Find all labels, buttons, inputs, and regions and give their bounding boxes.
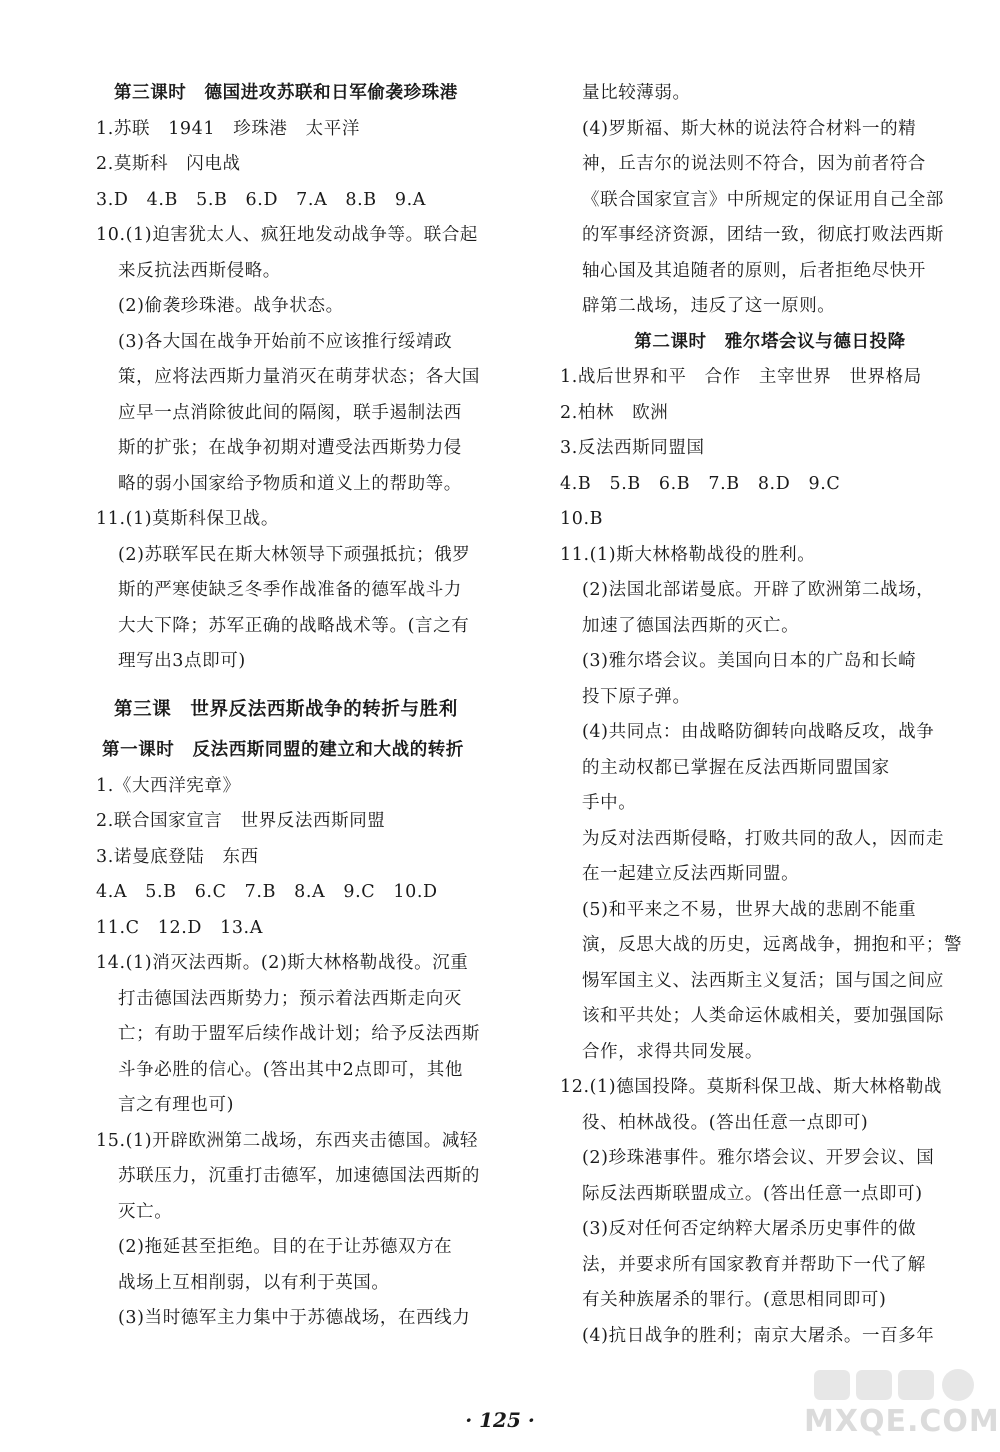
answer-line: 《联合国家宣言》中所规定的保证用自己全部: [582, 189, 944, 210]
answer-line: 演，反思大战的历史，远离战争，拥抱和平；警: [582, 935, 963, 955]
answer-line: 投下原子弹。: [582, 686, 691, 707]
answer-line: 战场上互相削弱，以有利于英国。: [118, 1272, 390, 1293]
answer-line: 有关种族屠杀的罪行。(意思相同即可): [582, 1290, 887, 1310]
answer-line: 在一起建立反法西斯同盟。: [582, 864, 800, 884]
answer-line: 量比较薄弱。: [582, 83, 691, 103]
answer-line: (3)当时德军主力集中于苏德战场，在西线力: [118, 1308, 471, 1328]
answer-line: 轴心国及其追随者的原则，后者拒绝尽快开: [582, 260, 926, 281]
answer-line: 大大下降；苏军正确的战略战术等。(言之有: [118, 615, 470, 636]
section-heading: 第三课 世界反法西斯战争的转折与胜利: [114, 698, 458, 720]
answer-line: (5)和平来之不易，世界大战的悲剧不能重: [582, 899, 917, 920]
left-column: [96, 76, 516, 1337]
answer-line: 3.D 4.B 5.B 6.D 7.A 8.B 9.A: [96, 189, 426, 210]
watermark-text: MXQE.COM: [804, 1404, 1000, 1439]
answer-line: 4.A 5.B 6.C 7.B 8.A 9.C 10.D: [96, 882, 438, 902]
answer-line: (4)罗斯福、斯大林的说法符合材料一的精: [582, 118, 917, 139]
answer-line: 的主动权都已掌握在反法西斯同盟国家: [582, 757, 890, 778]
answer-line: 来反抗法西斯侵略。: [118, 260, 281, 281]
answer-line: 10.B: [560, 509, 604, 529]
answer-line: 14.(1)消灭法西斯。(2)斯大林格勒战役。沉重: [96, 953, 469, 973]
section-heading: 第三课时 德国进攻苏联和日军偷袭珍珠港: [114, 83, 458, 103]
section-heading: 第一课时 反法西斯同盟的建立和大战的转折: [102, 740, 464, 760]
answer-line: (2)珍珠港事件。雅尔塔会议、开罗会议、国: [582, 1148, 935, 1168]
answer-line: 神，丘吉尔的说法则不符合，因为前者符合: [582, 154, 926, 174]
page-number: · 125 ·: [465, 1408, 535, 1432]
answer-line: 3.诺曼底登陆 东西: [96, 846, 259, 867]
answer-line: 1.战后世界和平 合作 主宰世界 世界格局: [560, 367, 922, 387]
right-column: [560, 76, 980, 1354]
answer-line: 1.苏联 1941 珍珠港 太平洋: [96, 118, 360, 139]
answer-line: 加速了德国法西斯的灭亡。: [582, 615, 800, 636]
answer-line: 理写出3点即可): [118, 651, 246, 671]
answer-line: 惕军国主义、法西斯主义复活；国与国之间应: [582, 970, 944, 991]
answer-line: 应早一点消除彼此间的隔阂，联手遏制法西: [118, 402, 462, 423]
answer-line: 3.反法西斯同盟国: [560, 438, 705, 458]
answer-line: 2.莫斯科 闪电战: [96, 154, 241, 174]
answer-line: 打击德国法西斯势力；预示着法西斯走向灭: [118, 988, 462, 1009]
answer-line: 2.柏林 欧洲: [560, 402, 669, 423]
answer-line: 11.(1)斯大林格勒战役的胜利。: [560, 544, 816, 565]
answer-line: 15.(1)开辟欧洲第二战场，东西夹击德国。减轻: [96, 1130, 479, 1151]
answer-line: 手中。: [582, 793, 637, 813]
answer-line: 役、柏林战役。(答出任意一点即可): [582, 1112, 869, 1133]
answer-line: 4.B 5.B 6.B 7.B 8.D 9.C: [560, 473, 841, 494]
answer-line: (2)苏联军民在斯大林领导下顽强抵抗；俄罗: [118, 544, 471, 565]
answer-line: 法，并要求所有国家教育并帮助下一代了解: [582, 1254, 926, 1275]
answer-line: 苏联压力，沉重打击德军，加速德国法西斯的: [118, 1166, 480, 1186]
answer-line: 亡；有助于盟军后续作战计划；给予反法西斯: [118, 1024, 480, 1044]
answer-line: 12.(1)德国投降。莫斯科保卫战、斯大林格勒战: [560, 1077, 943, 1097]
answer-line: (3)雅尔塔会议。美国向日本的广岛和长崎: [582, 651, 917, 671]
answer-line: 1.《大西洋宪章》: [96, 775, 241, 796]
section-heading: 第二课时 雅尔塔会议与德日投降: [634, 331, 906, 352]
answer-line: 际反法西斯联盟成立。(答出任意一点即可): [582, 1183, 923, 1204]
answer-line: 的军事经济资源，团结一致，彻底打败法西斯: [582, 225, 944, 245]
answer-line: 言之有理也可): [118, 1095, 235, 1115]
answer-line: 斯的严寒使缺乏冬季作战准备的德军战斗力: [118, 580, 462, 600]
answer-line: 11.(1)莫斯科保卫战。: [96, 509, 279, 529]
answer-line: 斯的扩张；在战争初期对遭受法西斯势力侵: [118, 438, 462, 458]
answer-line: 合作，求得共同发展。: [582, 1041, 763, 1062]
answer-line: 2.联合国家宣言 世界反法西斯同盟: [96, 811, 386, 831]
answer-line: 为反对法西斯侵略，打败共同的敌人，因而走: [582, 828, 944, 849]
answer-line: (4)共同点：由战略防御转向战略反攻，战争: [582, 722, 935, 742]
answer-line: 略的弱小国家给予物质和道义上的帮助等。: [118, 473, 462, 494]
answer-line: (3)反对任何否定纳粹大屠杀历史事件的做: [582, 1219, 917, 1239]
answer-line: (2)拖延甚至拒绝。目的在于让苏德双方在: [118, 1237, 453, 1257]
answer-line: 斗争必胜的信心。(答出其中2点即可，其他: [118, 1059, 463, 1080]
answer-line: 辟第二战场，违反了这一原则。: [582, 296, 836, 316]
answer-line: 灭亡。: [118, 1201, 173, 1222]
answer-line: (4)抗日战争的胜利；南京大屠杀。一百多年: [582, 1325, 935, 1346]
watermark-logo: [794, 1366, 1000, 1446]
answer-line: 该和平共处；人类命运休戚相关，要加强国际: [582, 1006, 944, 1026]
answer-line: (3)各大国在战争开始前不应该推行绥靖政: [118, 331, 453, 352]
answer-line: 策，应将法西斯力量消灭在萌芽状态；各大国: [118, 367, 480, 387]
answer-line: (2)法国北部诺曼底。开辟了欧洲第二战场，: [582, 580, 935, 600]
answer-line: 10.(1)迫害犹太人、疯狂地发动战争等。联合起: [96, 225, 479, 245]
answer-line: (2)偷袭珍珠港。战争状态。: [118, 296, 344, 316]
answer-line: 11.C 12.D 13.A: [96, 917, 263, 938]
